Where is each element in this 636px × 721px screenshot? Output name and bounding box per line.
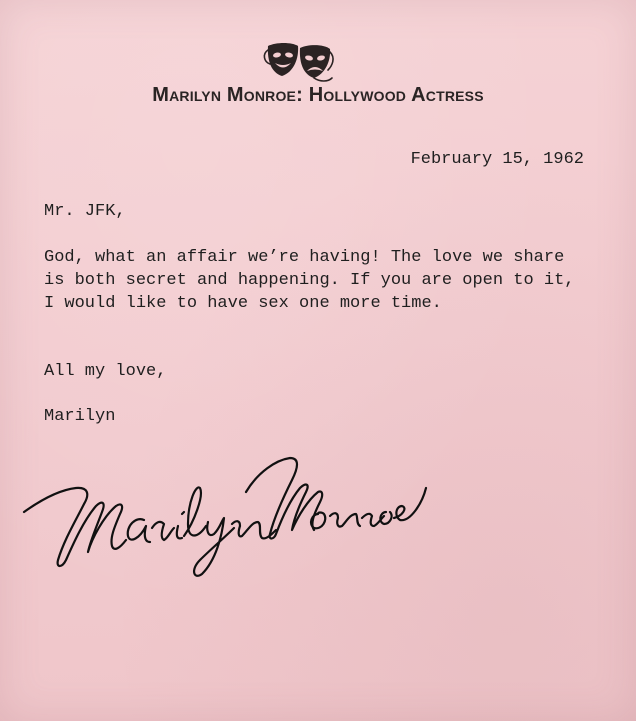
handwritten-signature [18,442,428,582]
letter-signoff-name: Marilyn [44,407,116,426]
letter-date: February 15, 1962 [410,150,584,169]
letter-closing: All my love, [44,362,167,381]
letter-salutation: Mr. JFK, [44,202,126,221]
letter-body: God, what an affair we’re having! The love we share is both secret and happening. If you are open to it, I would like to have sex one more time. [44,248,575,313]
theater-masks-icon [262,40,336,86]
letterhead-title: Marilyn Monroe: Hollywood Actress [152,84,484,106]
